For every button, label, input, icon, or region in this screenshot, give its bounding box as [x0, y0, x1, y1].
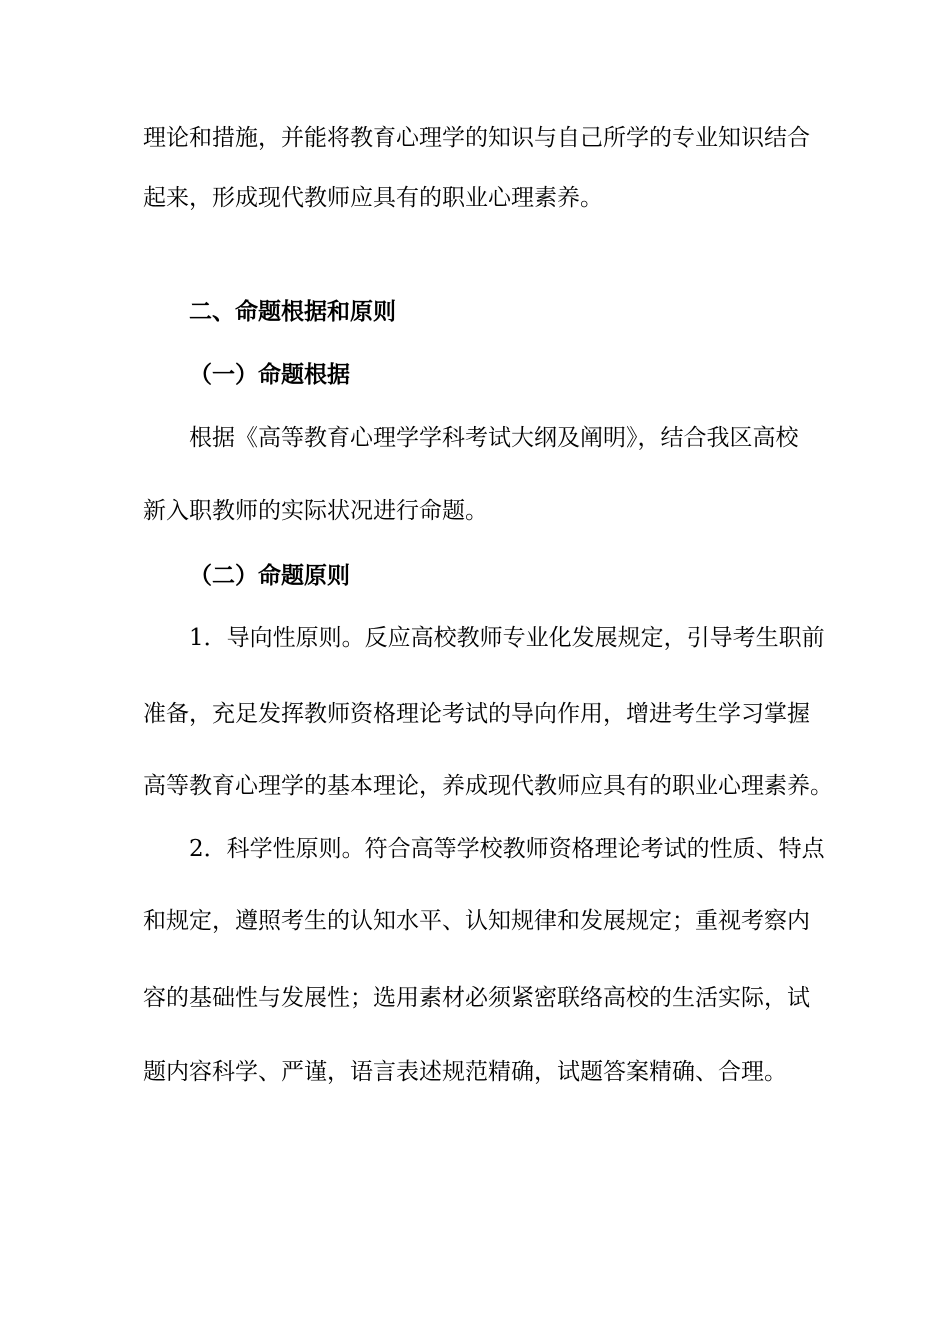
- principle-1-line-1: 1．导向性原则。反应高校教师专业化发展规定，引导考生职前: [189, 625, 825, 651]
- intro-line-1: 理论和措施，并能将教育心理学的知识与自己所学的专业知识结合: [143, 125, 810, 151]
- basis-line-2: 新入职教师的实际状况进行命题。: [143, 498, 488, 524]
- section-heading: 二、命题根据和原则: [189, 299, 396, 325]
- subsection-principles-heading: （二）命题原则: [189, 563, 350, 589]
- intro-line-2: 起来，形成现代教师应具有的职业心理素养。: [143, 185, 603, 211]
- principle-1-line-3: 高等教育心理学的基本理论，养成现代教师应具有的职业心理素养。: [143, 773, 833, 799]
- subsection-basis-heading: （一）命题根据: [189, 362, 350, 388]
- principle-2-line-2: 和规定，遵照考生的认知水平、认知规律和发展规定；重视考察内: [143, 908, 810, 934]
- principle-2-line-4: 题内容科学、严谨，语言表述规范精确，试题答案精确、合理。: [143, 1059, 787, 1085]
- principle-2-line-1: 2．科学性原则。符合高等学校教师资格理论考试的性质、特点: [189, 836, 825, 862]
- basis-line-1: 根据《高等教育心理学学科考试大纲及阐明》，结合我区高校: [189, 425, 799, 451]
- principle-2-line-3: 容的基础性与发展性；选用素材必须紧密联络高校的生活实际，试: [143, 985, 810, 1011]
- principle-1-line-2: 准备，充足发挥教师资格理论考试的导向作用，增进考生学习掌握: [143, 701, 810, 727]
